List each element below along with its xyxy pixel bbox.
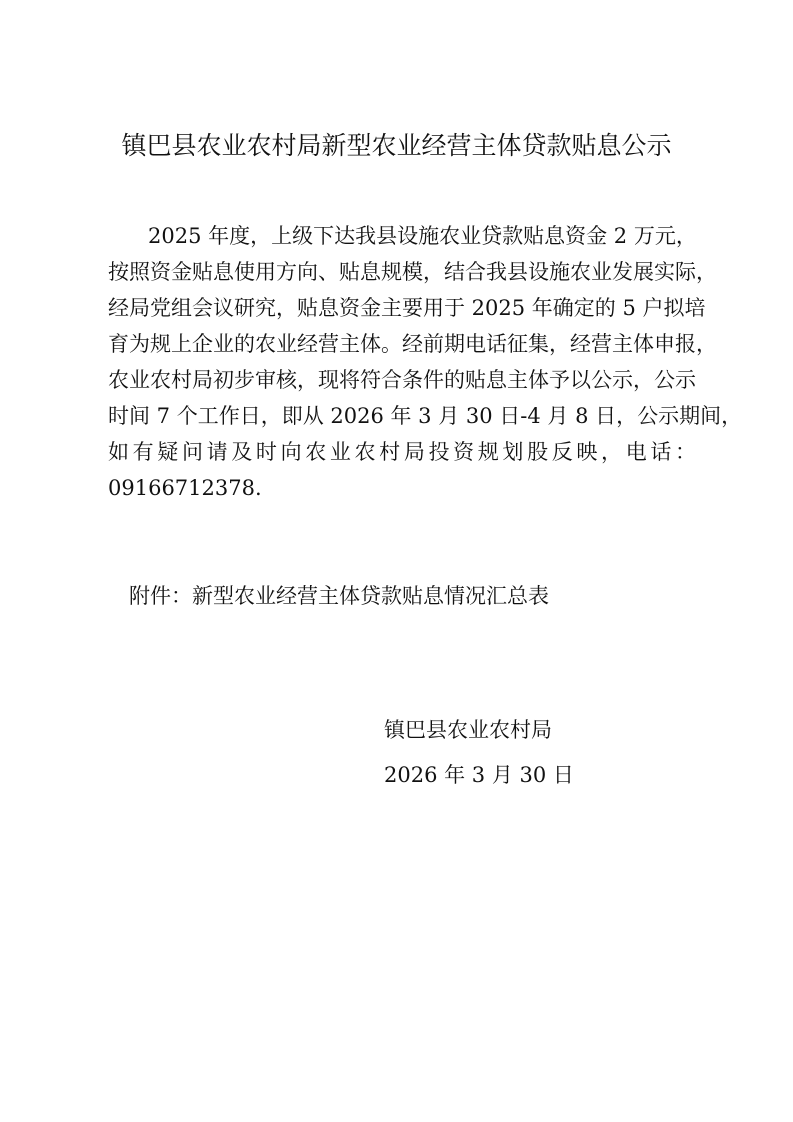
document-title: 镇巴县农业农村局新型农业经营主体贷款贴息公示 (121, 131, 672, 160)
body-line-6: 时间 7 个工作日，即从 2026 年 3 月 30 日-4 月 8 日，公示期间， (108, 404, 743, 428)
attachment-note: 附件：新型农业经营主体贷款贴息情况汇总表 (129, 584, 549, 608)
body-line-3: 经局党组会议研究，贴息资金主要用于 2025 年确定的 5 户拟培 (108, 296, 706, 320)
body-line-8: 09166712378. (108, 476, 262, 500)
body-line-1: 2025 年度，上级下达我县设施农业贷款贴息资金 2 万元， (148, 224, 697, 248)
body-line-4: 育为规上企业的农业经营主体。经前期电话征集，经营主体申报， (108, 332, 717, 356)
body-line-5: 农业农村局初步审核，现将符合条件的贴息主体予以公示，公示 (108, 368, 696, 392)
body-line-7: 如有疑问请及时向农业农村局投资规划股反映，电话： (108, 440, 696, 464)
signature-date: 2026 年 3 月 30 日 (384, 763, 574, 787)
body-line-2: 按照资金贴息使用方向、贴息规模，结合我县设施农业发展实际， (108, 260, 717, 284)
signature-organization: 镇巴县农业农村局 (384, 718, 552, 742)
notice-body (108, 218, 743, 506)
